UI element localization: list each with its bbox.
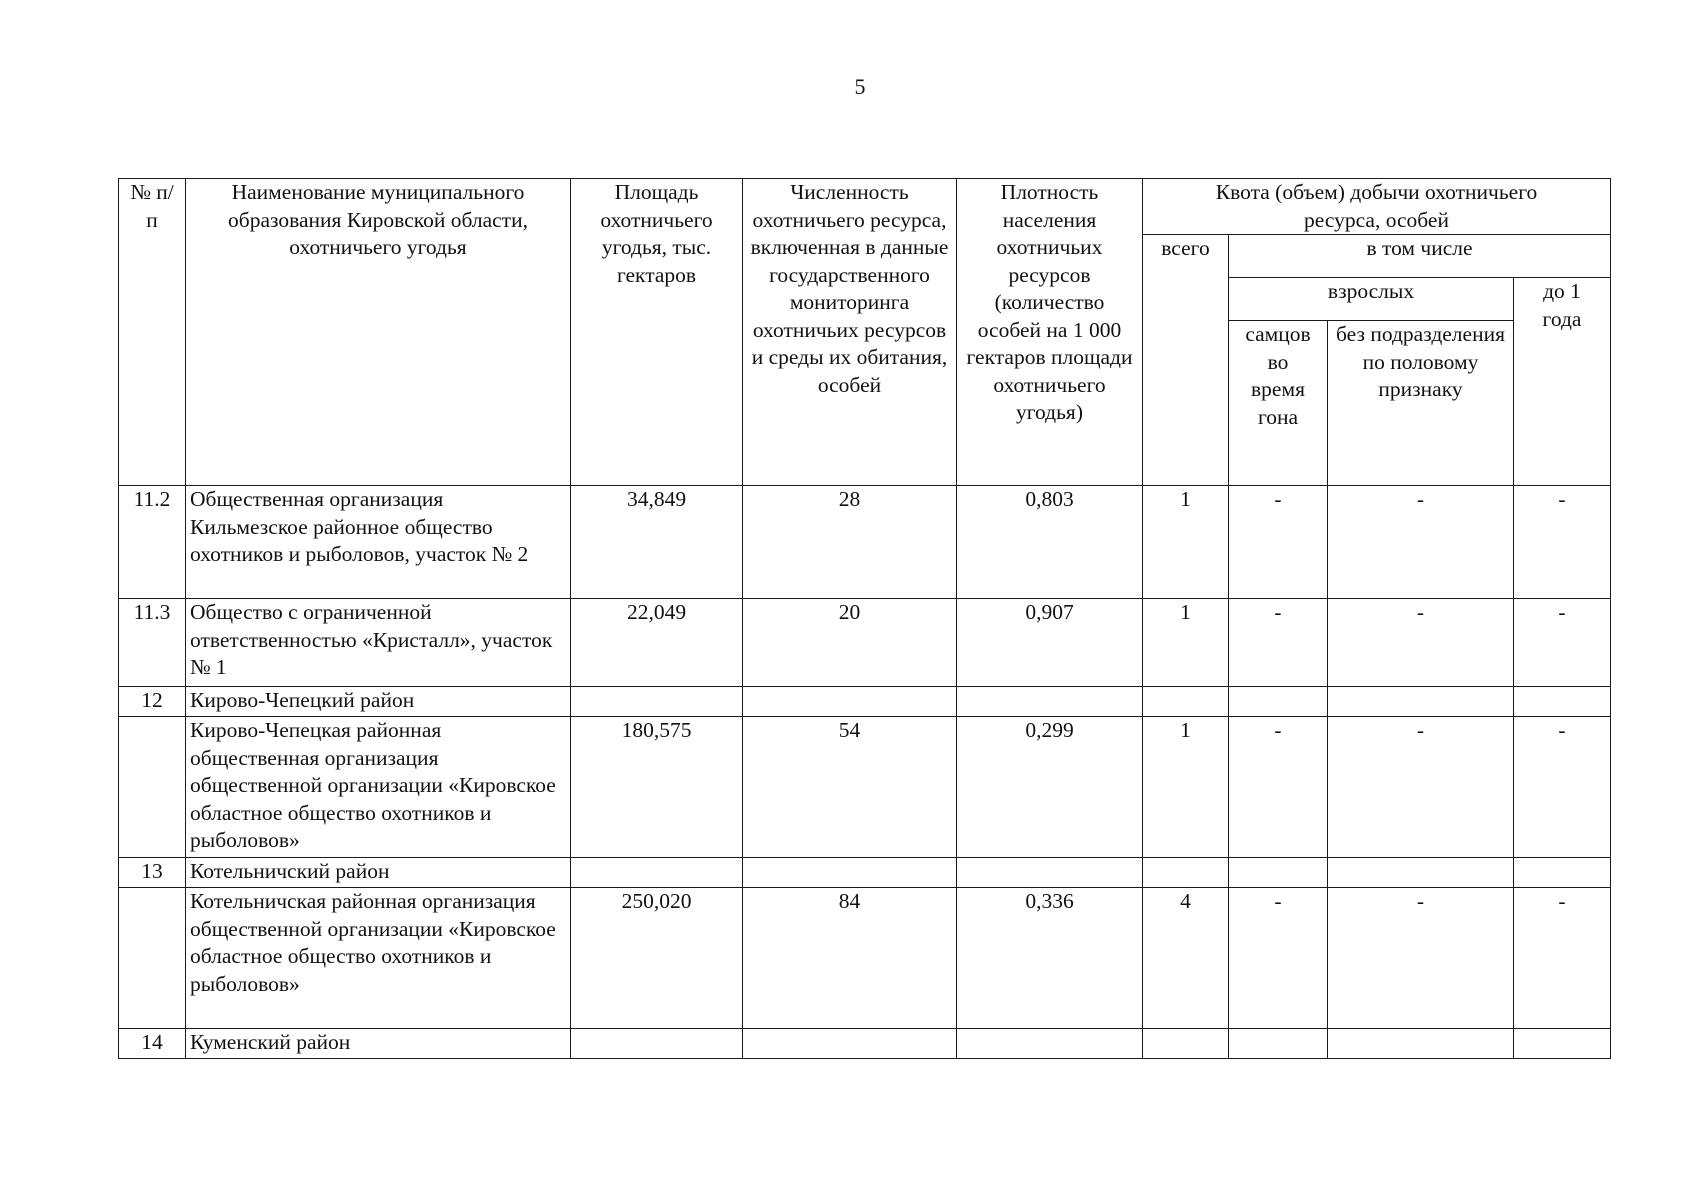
row-density xyxy=(957,1029,1143,1059)
row-nosex: - xyxy=(1328,717,1514,858)
row-area: 250,020 xyxy=(571,888,743,1029)
header-density: Плотность населения охотничьих ресурсов (количество особей на 1 000 гектаров площади охотничьего угодья) xyxy=(957,179,1143,486)
row-density: 0,907 xyxy=(957,599,1143,687)
header-name: Наименование муниципального образования Кировской области, охотничьего угодья xyxy=(186,179,571,486)
row-density: 0,336 xyxy=(957,888,1143,1029)
row-density: 0,803 xyxy=(957,486,1143,599)
page-number: 5 xyxy=(854,74,866,99)
row-nosex: - xyxy=(1328,599,1514,687)
row-males: - xyxy=(1229,599,1328,687)
row-population: 84 xyxy=(743,888,957,1029)
row-no: 13 xyxy=(119,858,186,888)
row-no: 12 xyxy=(119,687,186,717)
row-young: - xyxy=(1514,486,1611,599)
row-area: 34,849 xyxy=(571,486,743,599)
table-row xyxy=(119,888,1611,1029)
row-area: 22,049 xyxy=(571,599,743,687)
row-name: Кирово-Чепецкая районная общественная организация общественной организации «Кировское областное общество охотников и рыболовов» xyxy=(186,717,571,858)
row-area xyxy=(571,858,743,888)
row-total xyxy=(1143,858,1229,888)
row-name: Общественная организация Кильмезское районное общество охотников и рыболовов, участок № 2 xyxy=(186,486,571,599)
row-name: Куменский район xyxy=(186,1029,571,1059)
row-area xyxy=(571,687,743,717)
row-density xyxy=(957,858,1143,888)
header-no-sex-division: без подразделения по половому признаку xyxy=(1328,321,1514,486)
row-population xyxy=(743,858,957,888)
row-nosex xyxy=(1328,858,1514,888)
row-population: 28 xyxy=(743,486,957,599)
row-name: Общество с ограниченной ответственностью «Кристалл», участок № 1 xyxy=(186,599,571,687)
row-total: 4 xyxy=(1143,888,1229,1029)
row-young xyxy=(1514,687,1611,717)
row-total xyxy=(1143,687,1229,717)
row-young xyxy=(1514,858,1611,888)
row-young xyxy=(1514,1029,1611,1059)
row-total xyxy=(1143,1029,1229,1059)
header-adults: взрослых xyxy=(1229,278,1514,321)
quota-table xyxy=(118,178,1611,1059)
table-row xyxy=(119,1029,1611,1059)
row-nosex xyxy=(1328,687,1514,717)
row-no: 14 xyxy=(119,1029,186,1059)
header-including: в том числе xyxy=(1229,235,1611,278)
header-under-one: до 1 года xyxy=(1514,278,1611,486)
header-total: всего xyxy=(1143,235,1229,486)
table-row xyxy=(119,717,1611,858)
table-row xyxy=(119,858,1611,888)
row-males xyxy=(1229,687,1328,717)
row-no xyxy=(119,888,186,1029)
row-population: 54 xyxy=(743,717,957,858)
row-no: 11.2 xyxy=(119,486,186,599)
row-males: - xyxy=(1229,888,1328,1029)
row-young: - xyxy=(1514,599,1611,687)
header-no: № п/п xyxy=(119,179,186,486)
row-name: Котельничский район xyxy=(186,858,571,888)
row-population xyxy=(743,1029,957,1059)
header-population: Численность охотничьего ресурса, включенная в данные государственного мониторинга охотничьих ресурсов и среды их обитания, особей xyxy=(743,179,957,486)
table-row xyxy=(119,687,1611,717)
row-no xyxy=(119,717,186,858)
header-quota: Квота (объем) добычи охотничьего ресурса, особей xyxy=(1143,179,1611,235)
row-nosex: - xyxy=(1328,888,1514,1029)
row-population xyxy=(743,687,957,717)
row-name: Кирово-Чепецкий район xyxy=(186,687,571,717)
row-nosex xyxy=(1328,1029,1514,1059)
row-density xyxy=(957,687,1143,717)
row-density: 0,299 xyxy=(957,717,1143,858)
row-name: Котельничская районная организация общественной организации «Кировское областное общество охотников и рыболовов» xyxy=(186,888,571,1029)
header-males-rut: самцов во время гона xyxy=(1229,321,1328,486)
row-males: - xyxy=(1229,717,1328,858)
row-young: - xyxy=(1514,888,1611,1029)
row-area xyxy=(571,1029,743,1059)
row-males xyxy=(1229,858,1328,888)
row-total: 1 xyxy=(1143,717,1229,858)
row-population: 20 xyxy=(743,599,957,687)
header-area: Площадь охотничьего угодья, тыс. гектаров xyxy=(571,179,743,486)
row-young: - xyxy=(1514,717,1611,858)
row-total: 1 xyxy=(1143,599,1229,687)
row-total: 1 xyxy=(1143,486,1229,599)
row-no: 11.3 xyxy=(119,599,186,687)
row-area: 180,575 xyxy=(571,717,743,858)
row-males xyxy=(1229,1029,1328,1059)
row-males: - xyxy=(1229,486,1328,599)
table-row xyxy=(119,486,1611,599)
table-row xyxy=(119,599,1611,687)
row-nosex: - xyxy=(1328,486,1514,599)
